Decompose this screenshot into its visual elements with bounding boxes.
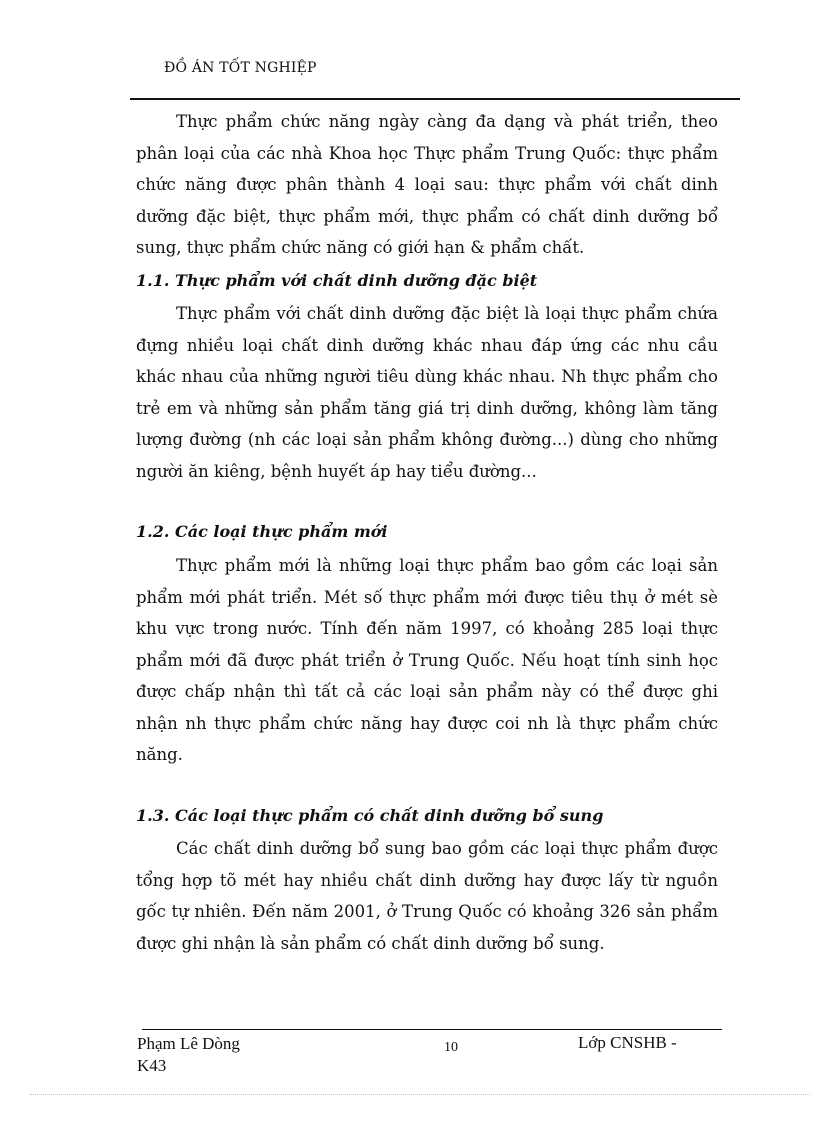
header-divider [130, 98, 740, 100]
section-heading-1-3: 1.3. Các loại thực phẩm có chất dinh dưỡng bổ sung [136, 806, 604, 825]
section-paragraph-1-1: Thực phẩm với chất dinh dưỡng đặc biệt là loại thực phẩm chứa đựng nhiều loại chất dinh dưỡng khác nhau đáp ứng các nhu cầu khác nhau của những người tiêu dùng khác nhau. Nh thực phẩm cho trẻ em và những sản phẩm tăng giá trị dinh dưỡng, không làm tăng lượng đường (nh các loại sản phẩm không đường...) dùng cho những người ăn kiêng, bệnh huyết áp hay tiểu đường... [136, 304, 718, 481]
page-bottom-border [30, 1094, 810, 1095]
intro-paragraph: Thực phẩm chức năng ngày càng đa dạng và phát triển, theo phân loại của các nhà Khoa học Thực phẩm Trung Quốc: thực phẩm chức năng được phân thành 4 loại sau: thực phẩm với chất dinh dưỡng đặc biệt, thực phẩm mới, thực phẩm có chất dinh dưỡng bổ sung, thực phẩm chức năng có giới hạn & phẩm chất. [136, 112, 718, 257]
footer-cohort: K43 [137, 1056, 167, 1075]
section-heading-1-1: 1.1. Thực phẩm với chất dinh dưỡng đặc biệt [136, 271, 538, 290]
page-number: 10 [444, 1040, 458, 1055]
section-paragraph-1-3: Các chất dinh dưỡng bổ sung bao gồm các loại thực phẩm được tổng hợp tõ mét hay nhiều chất dinh dưỡng hay được lấy từ nguồn gốc tự nhiên. Đến năm 2001, ở Trung Quốc có khoảng 326 sản phẩm được ghi nhận là sản phẩm có chất dinh dưỡng bổ sung. [136, 839, 718, 953]
section-paragraph-1-2: Thực phẩm mới là những loại thực phẩm bao gồm các loại sản phẩm mới phát triển. Mét số thực phẩm mới được tiêu thụ ở mét sè khu vực trong nước. Tính đến năm 1997, có khoảng 285 loại thực phẩm mới đã được phát triển ở Trung Quốc. Nếu hoạt tính sinh học được chấp nhận thì tất cả các loại sản phẩm này có thể được ghi nhận nh thực phẩm chức năng hay được coi nh là thực phẩm chức năng. [136, 556, 718, 764]
footer-author: Phạm Lê Dòng [137, 1034, 240, 1053]
footer-divider [142, 1029, 722, 1030]
footer-class-label: Lớp CNSHB - [578, 1033, 677, 1052]
header-title: ĐỒ ÁN TỐT NGHIỆP [164, 60, 317, 76]
section-heading-1-2: 1.2. Các loại thực phẩm mới [136, 522, 388, 541]
footer-author-block [137, 1033, 240, 1077]
